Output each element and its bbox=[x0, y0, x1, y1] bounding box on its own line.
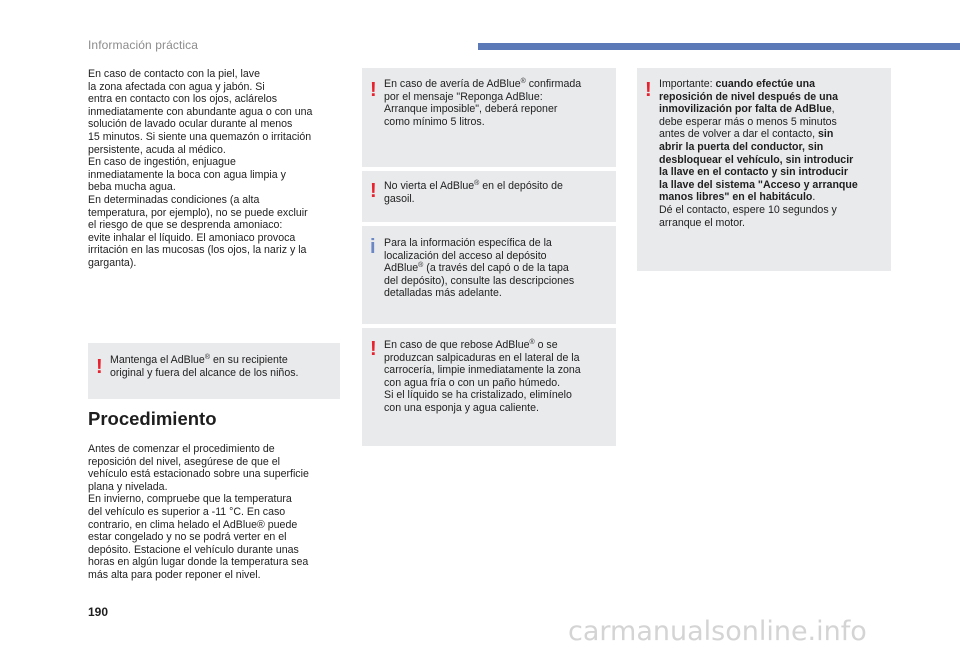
warning-exclamation-icon: ! bbox=[370, 180, 377, 202]
intro-line: persistente, acuda al médico. bbox=[88, 143, 226, 156]
intro-line: En caso de ingestión, enjuague bbox=[88, 156, 236, 169]
note-line: del depósito), consulte las descripciones bbox=[384, 274, 575, 287]
intro-line: temperatura, por ejemplo), no se puede excluir bbox=[88, 206, 308, 219]
intro-line: solución de lavado ocular durante al menos bbox=[88, 118, 293, 131]
info-icon: i bbox=[370, 236, 376, 258]
procedure-line: Antes de comenzar el procedimiento de bbox=[88, 443, 275, 455]
note-line: produzcan salpicaduras en el lateral de la bbox=[384, 351, 580, 364]
procedure-line: plana y nivelada. bbox=[88, 480, 168, 493]
note-line: Dé el contacto, espere 10 segundos y bbox=[659, 203, 837, 216]
procedure-line: vehículo está estacionado sobre una superficie bbox=[88, 468, 309, 481]
intro-line: beba mucha agua. bbox=[88, 181, 176, 194]
warning-exclamation-icon: ! bbox=[370, 338, 377, 360]
note-line: Si el líquido se ha cristalizado, elimínelo bbox=[384, 389, 572, 402]
note-line: con agua fría o con un paño húmedo. bbox=[384, 376, 561, 389]
procedure-line: reposición del nivel, asegúrese de que el bbox=[88, 455, 280, 468]
note-line: como mínimo 5 litros. bbox=[384, 115, 485, 128]
diesel-warning-note bbox=[384, 180, 608, 205]
intro-line: la zona afectada con agua y jabón. Si bbox=[88, 80, 265, 93]
adblue-failure-note bbox=[384, 78, 608, 128]
note-line: debe esperar más o menos 5 minutos bbox=[659, 115, 837, 128]
warning-box-children bbox=[88, 343, 340, 399]
procedure-text bbox=[88, 443, 343, 582]
intro-line: 15 minutos. Si siente una quemazón o irritación bbox=[88, 130, 312, 143]
important-note-text bbox=[659, 78, 887, 229]
watermark: carmanualsonline.info bbox=[568, 616, 867, 647]
note-line: abrir la puerta del conductor, sin bbox=[659, 140, 824, 153]
intro-line: el riesgo de que se desprenda amoniaco: bbox=[88, 219, 283, 232]
note-line: reposición de nivel después de una bbox=[659, 90, 838, 103]
intro-line: En determinadas condiciones (a alta bbox=[88, 193, 260, 206]
procedure-line: más alta para poder reponer el nivel. bbox=[88, 568, 261, 581]
note-line: En caso de que rebose AdBlue® o se bbox=[384, 339, 558, 351]
procedure-line: En invierno, compruebe que la temperatura bbox=[88, 493, 292, 506]
access-info-note bbox=[384, 237, 608, 300]
note-line: arranque el motor. bbox=[659, 216, 745, 229]
note-line: manos libres" en el habitáculo. bbox=[659, 191, 816, 204]
note-line: Importante: cuando efectúe una bbox=[659, 78, 816, 90]
intro-line: inmediatamente la boca con agua limpia y bbox=[88, 168, 286, 181]
intro-line: garganta). bbox=[88, 256, 137, 269]
procedure-line: contrario, en clima helado el AdBlue® puede bbox=[88, 518, 298, 531]
procedure-line: horas en algún lugar donde la temperatura sea bbox=[88, 556, 309, 569]
note-line: por el mensaje "Reponga AdBlue: bbox=[384, 90, 543, 103]
note-line: AdBlue® (a través del capó o de la tapa bbox=[384, 262, 569, 275]
section-title: Procedimiento bbox=[88, 408, 217, 429]
note-line: con una esponja y agua caliente. bbox=[384, 401, 539, 414]
note-line: antes de volver a dar el contacto, sin bbox=[659, 128, 834, 141]
intro-text bbox=[88, 68, 343, 270]
note-line: Arranque imposible", deberá reponer bbox=[384, 103, 558, 116]
procedure-line: del vehículo es superior a -11 °C. En caso bbox=[88, 505, 286, 518]
warning-exclamation-icon: ! bbox=[370, 79, 377, 101]
note-divider bbox=[362, 324, 616, 328]
warning-line: Mantenga el AdBlue® en su recipiente bbox=[110, 354, 288, 366]
middle-note-panel bbox=[362, 68, 616, 446]
intro-line: irritación en las mucosas (los ojos, la nariz y la bbox=[88, 244, 307, 257]
note-line: Para la información específica de la bbox=[384, 237, 552, 249]
note-divider bbox=[362, 222, 616, 226]
header-accent-bar bbox=[478, 43, 960, 50]
overflow-warning-note bbox=[384, 339, 608, 415]
intro-line: evite inhalar el líquido. El amoniaco provoca bbox=[88, 231, 296, 244]
note-line: localización del acceso al depósito bbox=[384, 249, 547, 262]
note-line: No vierta el AdBlue® en el depósito de bbox=[384, 180, 563, 192]
note-line: desbloquear el vehículo, sin introducir bbox=[659, 153, 854, 166]
note-line: detalladas más adelante. bbox=[384, 287, 502, 300]
procedure-line: depósito. Estacione el vehículo durante unas bbox=[88, 543, 299, 556]
note-line: la llave del sistema "Acceso y arranque bbox=[659, 178, 858, 191]
note-divider bbox=[362, 167, 616, 171]
page-header-title: Información práctica bbox=[88, 38, 199, 52]
important-note-box bbox=[637, 68, 891, 271]
note-line: En caso de avería de AdBlue® confirmada bbox=[384, 78, 582, 90]
warning-exclamation-icon: ! bbox=[645, 79, 652, 101]
warning-line: original y fuera del alcance de los niños. bbox=[110, 366, 299, 379]
note-line: inmovilización por falta de AdBlue, bbox=[659, 103, 835, 116]
note-line: gasoil. bbox=[384, 192, 415, 205]
intro-line: inmediatamente con abundante agua o con una bbox=[88, 105, 313, 118]
warning-exclamation-icon: ! bbox=[96, 356, 103, 378]
intro-line: En caso de contacto con la piel, lave bbox=[88, 68, 260, 80]
intro-line: entra en contacto con los ojos, aclárelos bbox=[88, 93, 278, 106]
note-line: la llave en el contacto y sin introducir bbox=[659, 166, 848, 179]
page-number: 190 bbox=[88, 605, 109, 619]
procedure-line: estar congelado y no se podrá verter en el bbox=[88, 531, 287, 544]
note-line: carrocería, limpie inmediatamente la zona bbox=[384, 364, 581, 377]
